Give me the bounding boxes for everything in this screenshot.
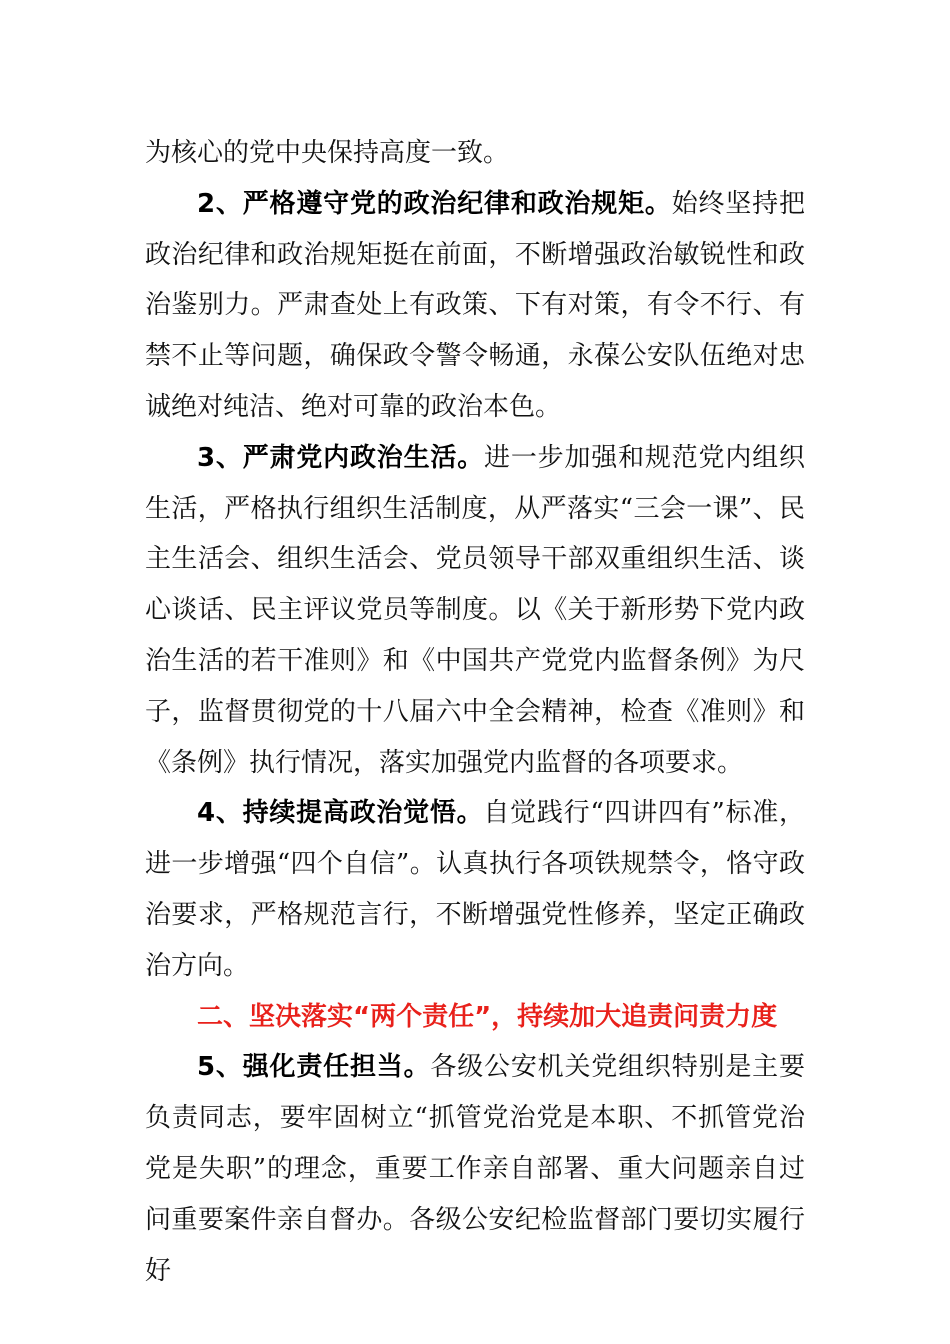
paragraph-lead: 4、持续提高政治觉悟。 xyxy=(197,798,484,829)
paragraph-item-5 xyxy=(145,1042,805,1296)
paragraph-item-3 xyxy=(145,433,805,789)
paragraph-lead: 5、强化责任担当。 xyxy=(197,1052,431,1083)
paragraph-item-2 xyxy=(145,179,805,433)
section-heading: 二、坚决落实“两个责任”，持续加大追责问责力度 xyxy=(197,1001,778,1032)
paragraph-body: 为核心的党中央保持高度一致。 xyxy=(145,138,510,168)
paragraph-body: 进一步加强和规范党内组织生活，严格执行组织生活制度，从严落实“三会一课”、民主生活会、组织生活会、党员领导干部双重组织生活、谈心谈话、民主评议党员等制度。以《关于新形势下党内政治生活的若干准则》和《中国共产党党内监督条例》为尺子，监督贯彻党的十八届六中全会精神，检查《准则》和《条例》执行情况，落实加强党内监督的各项要求。 xyxy=(145,442,805,778)
paragraph-body: 各级公安机关党组织特别是主要负责同志，要牢固树立“抓管党治党是本职、不抓管党治党是失职”的理念，重要工作亲自部署、重大问题亲自过问重要案件亲自督办。各级公安纪检监督部门要切实履行好 xyxy=(145,1052,805,1286)
paragraph-lead: 3、严肃党内政治生活。 xyxy=(197,442,485,473)
paragraph-continuation xyxy=(145,128,805,179)
document-page xyxy=(145,128,805,1296)
paragraph-body: 始终坚持把政治纪律和政治规矩挺在前面，不断增强政治敏锐性和政治鉴别力。严肃查处上有政策、下有对策，有令不行、有禁不止等问题，确保政令警令畅通，永葆公安队伍绝对忠诚绝对纯洁、绝对可靠的政治本色。 xyxy=(145,188,805,422)
paragraph-lead: 2、严格遵守党的政治纪律和政治规矩。 xyxy=(197,188,672,219)
paragraph-item-4 xyxy=(145,788,805,991)
paragraph-body: 自觉践行“四讲四有”标准，进一步增强“四个自信”。认真执行各项铁规禁令，恪守政治要求，严格规范言行，不断增强党性修养，坚定正确政治方向。 xyxy=(145,798,805,981)
